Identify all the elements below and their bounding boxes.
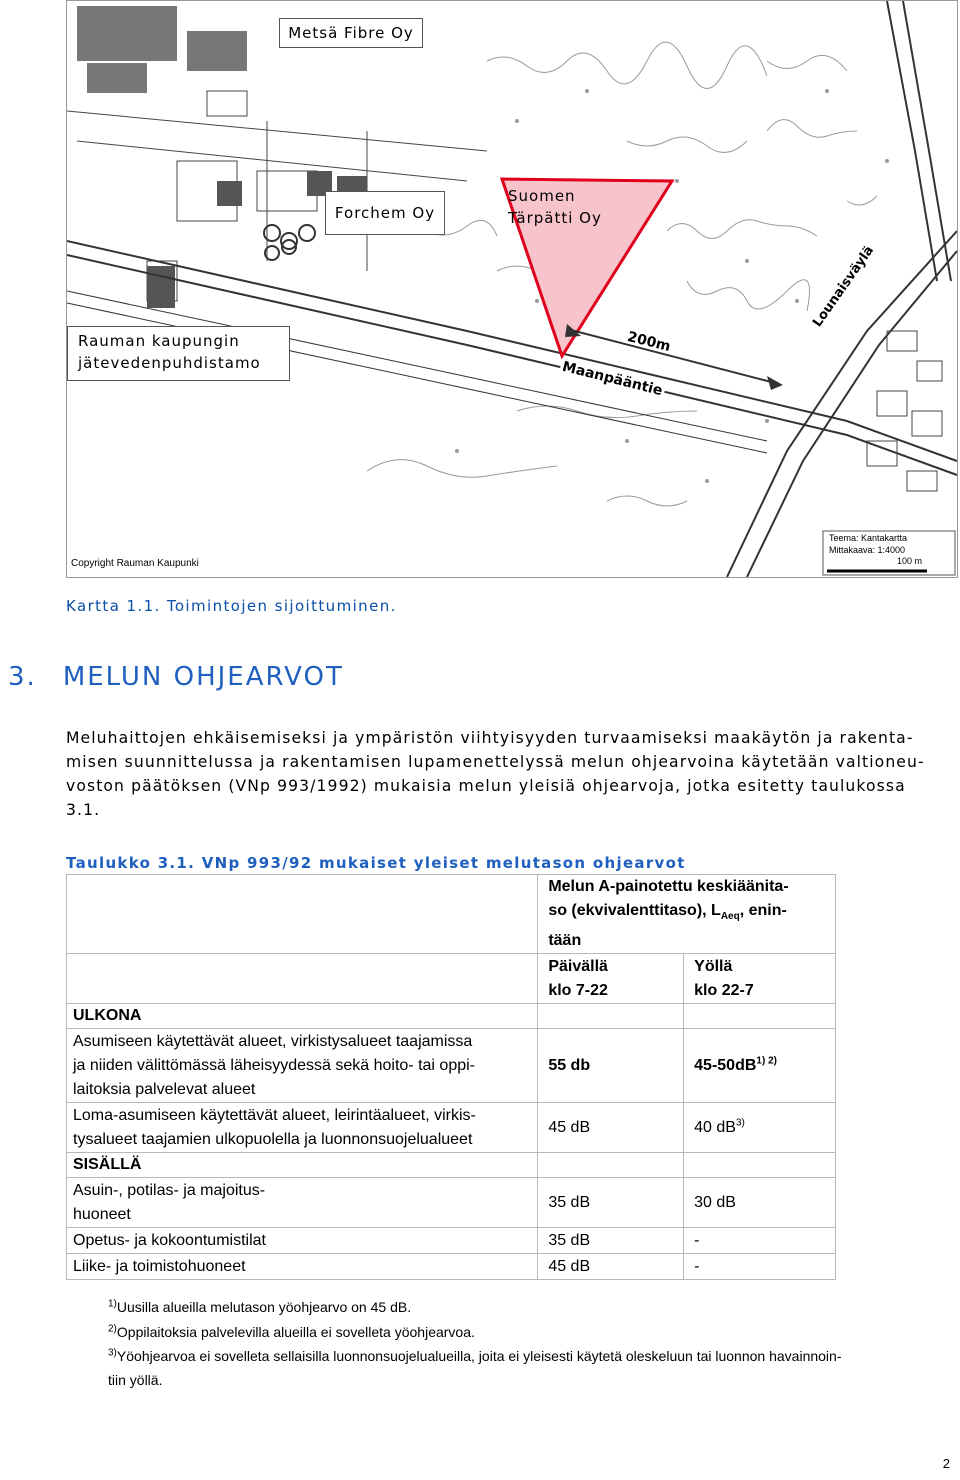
paragraph-line: misen suunnittelussa ja rakentamisen lupamenettelyssä melun ohjearvoina käytetään valtioneu- [66, 753, 925, 771]
table-row [67, 1254, 836, 1280]
day-value: 45 dB [538, 1103, 684, 1153]
label-metsa-fibre [279, 18, 423, 48]
header-line: Melun A-painotettu keskiäänita- [548, 878, 789, 895]
night-value: 30 dB [684, 1178, 836, 1228]
section-heading [8, 662, 344, 692]
night-value: - [684, 1228, 836, 1254]
map-copyright: Copyright Rauman Kaupunki [71, 558, 199, 569]
rauma-line1: Rauman kaupungin [78, 332, 240, 350]
footnote: $^{2)}$Oppilaitoksia palvelevilla alueilla ei sovelleta yöohjearvoa. [108, 1323, 475, 1340]
empty-cell [684, 1004, 836, 1029]
empty-cell [684, 1153, 836, 1178]
paragraph-line: 3.1. [66, 801, 101, 819]
noise-guideline-table [66, 874, 836, 1280]
map-scalebar-label: 100 m [897, 556, 923, 566]
header-line: so (ekvivalenttitaso), $L_{Aeq}$, enin- [548, 902, 787, 923]
night-period-cell: Yöllä klo 22-7 [684, 954, 836, 1004]
day-value: 55 db [538, 1029, 684, 1103]
day-value: 35 dB [538, 1228, 684, 1254]
table-caption: Taulukko 3.1. VNp 993/92 mukaiset yleiset melutason ohjearvot [66, 854, 686, 872]
empty-cell [538, 1153, 684, 1178]
row-label: Asuin-, potilas- ja majoitus- huoneet [67, 1178, 538, 1228]
night-value: $45-50dB^{1) 2)}$ [684, 1029, 836, 1103]
row-label: Opetus- ja kokoontumistilat [67, 1228, 538, 1254]
paragraph-line: Meluhaittojen ehkäisemiseksi ja ympäristön viihtyisyyden turvaamiseksi maakäytön ja rakenta- [66, 729, 914, 747]
day-value: 45 dB [538, 1254, 684, 1280]
rauma-line2: jätevedenpuhdistamo [78, 354, 261, 372]
label-rauma-wastewater [67, 326, 290, 381]
day-period-cell: Päivällä klo 7-22 [538, 954, 684, 1004]
road-label-maanpaantie: Maanpääntie [560, 358, 665, 400]
header-empty-cell [67, 875, 538, 954]
label-suomen-tarpatti [503, 185, 614, 231]
indoor-heading: SISÄLLÄ [67, 1153, 538, 1178]
footnote: $^{1)}$Uusilla alueilla melutason yöohjearvo on 45 dB. [108, 1298, 412, 1315]
table-period-row [67, 954, 836, 1004]
table-section-row [67, 1153, 836, 1178]
map-theme: Teema: Kantakartta [829, 533, 908, 543]
map-caption: Kartta 1.1. Toimintojen sijoittuminen. [66, 597, 397, 615]
label-forchem [325, 191, 445, 235]
empty-cell [538, 1004, 684, 1029]
header-cell [538, 875, 836, 954]
table-row [67, 1029, 836, 1103]
suomen-line1: Suomen [508, 187, 576, 205]
table-row [67, 1103, 836, 1153]
forchem-text: Forchem Oy [334, 204, 436, 222]
page-number: 2 [942, 1456, 950, 1471]
section-title: MELUN OHJEARVOT [62, 662, 344, 692]
row-label: Liike- ja toimistohuoneet [67, 1254, 538, 1280]
night-value: - [684, 1254, 836, 1280]
row-label: Asumiseen käytettävät alueet, virkistysalueet taajamissa ja niiden välittömässä läheisyydessä sekä hoito- tai oppi- laitoksia palvelevat alueet [67, 1029, 538, 1103]
metsa-fibre-text: Metsä Fibre Oy [288, 24, 414, 42]
header-line: tään [548, 932, 582, 950]
map-drawing [67, 1, 957, 577]
table-row [67, 1178, 836, 1228]
site-map [66, 0, 958, 578]
table-section-row [67, 1004, 836, 1029]
table-header-row [67, 875, 836, 954]
section-number: 3. [8, 662, 37, 692]
footnote: $^{3)}$Yöohjearvoa ei sovelleta sellaisilla luonnonsuojelualueilla, joita ei yleisesti käytetä oleskeluun tai luonnon havainnoin- tiin yöllä. [108, 1347, 842, 1388]
suomen-line2: Tärpätti Oy [508, 209, 602, 227]
night-value: 40 $dB^{3)}$ [684, 1103, 836, 1153]
outdoor-heading: ULKONA [67, 1004, 538, 1029]
day-value: 35 dB [538, 1178, 684, 1228]
distance-label: 200m [625, 328, 673, 356]
road-label-lounaisvayla: Lounaisväylä [810, 243, 878, 330]
map-scale: Mittakaava: 1:4000 [829, 545, 906, 555]
row-label: Loma-asumiseen käytettävät alueet, leirintäalueet, virkis- tysalueet taajamien ulkopuolella ja luonnonsuojelualueet [67, 1103, 538, 1153]
table-row [67, 1228, 836, 1254]
paragraph-line: voston päätöksen (VNp 993/1992) mukaisia melun yleisiä ohjearvoja, jotka esitetty taulukossa [66, 777, 906, 795]
intro-paragraph [66, 726, 942, 822]
period-empty-cell [67, 954, 538, 1004]
